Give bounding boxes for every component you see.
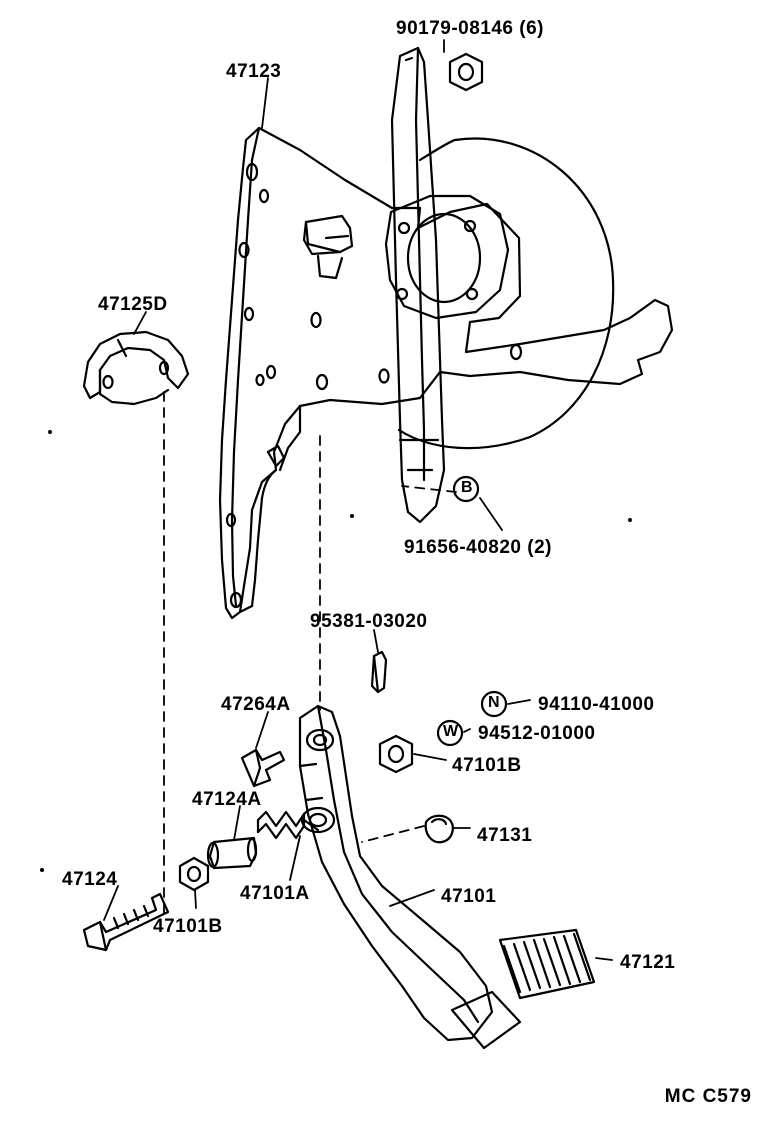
part-label-94110-41000: 94110-41000 [538,694,655,715]
part-label-47131: 47131 [477,825,533,846]
part-label-47101b-bottom: 47101B [153,916,223,937]
callout-letter-w: W [443,723,459,740]
part-label-94512-01000: 94512-01000 [478,723,596,744]
part-label-90179-08146: 90179-08146 (6) [396,18,544,39]
part-label-47121: 47121 [620,952,676,973]
bolt-47264a [242,750,284,786]
callout-letter-b: B [461,479,474,496]
part-label-47101: 47101 [441,886,497,907]
leader-lines [104,40,612,960]
pin-95381-03020 [372,652,386,692]
part-label-47101b-top: 47101B [452,755,522,776]
booster-mount-flange [386,196,508,318]
callout-letter-n: N [488,694,501,711]
diagram-footer-code: MC C579 [664,1086,752,1107]
nut-47101b-bottom [180,858,208,890]
part-label-47125d: 47125D [98,294,168,315]
part-label-47124: 47124 [62,869,118,890]
part-label-95381-03020: 95381-03020 [310,611,428,632]
clip-47131 [426,816,453,843]
bushing-47124a [208,838,256,868]
part-label-47124a: 47124A [192,789,262,810]
nut-90179-08146 [450,54,482,90]
part-label-47123: 47123 [226,61,282,82]
clamp-bracket-47125d [84,332,188,404]
booster-push-arm [392,48,444,522]
bracket-boss-block [304,216,352,278]
pedal-pad-47121 [500,930,594,998]
part-label-47264a: 47264A [221,694,291,715]
brake-booster-outline [399,139,613,449]
part-label-47101a: 47101A [240,883,310,904]
part-label-91656-40820: 91656-40820 (2) [404,537,552,558]
nut-47101b-top [380,736,412,772]
